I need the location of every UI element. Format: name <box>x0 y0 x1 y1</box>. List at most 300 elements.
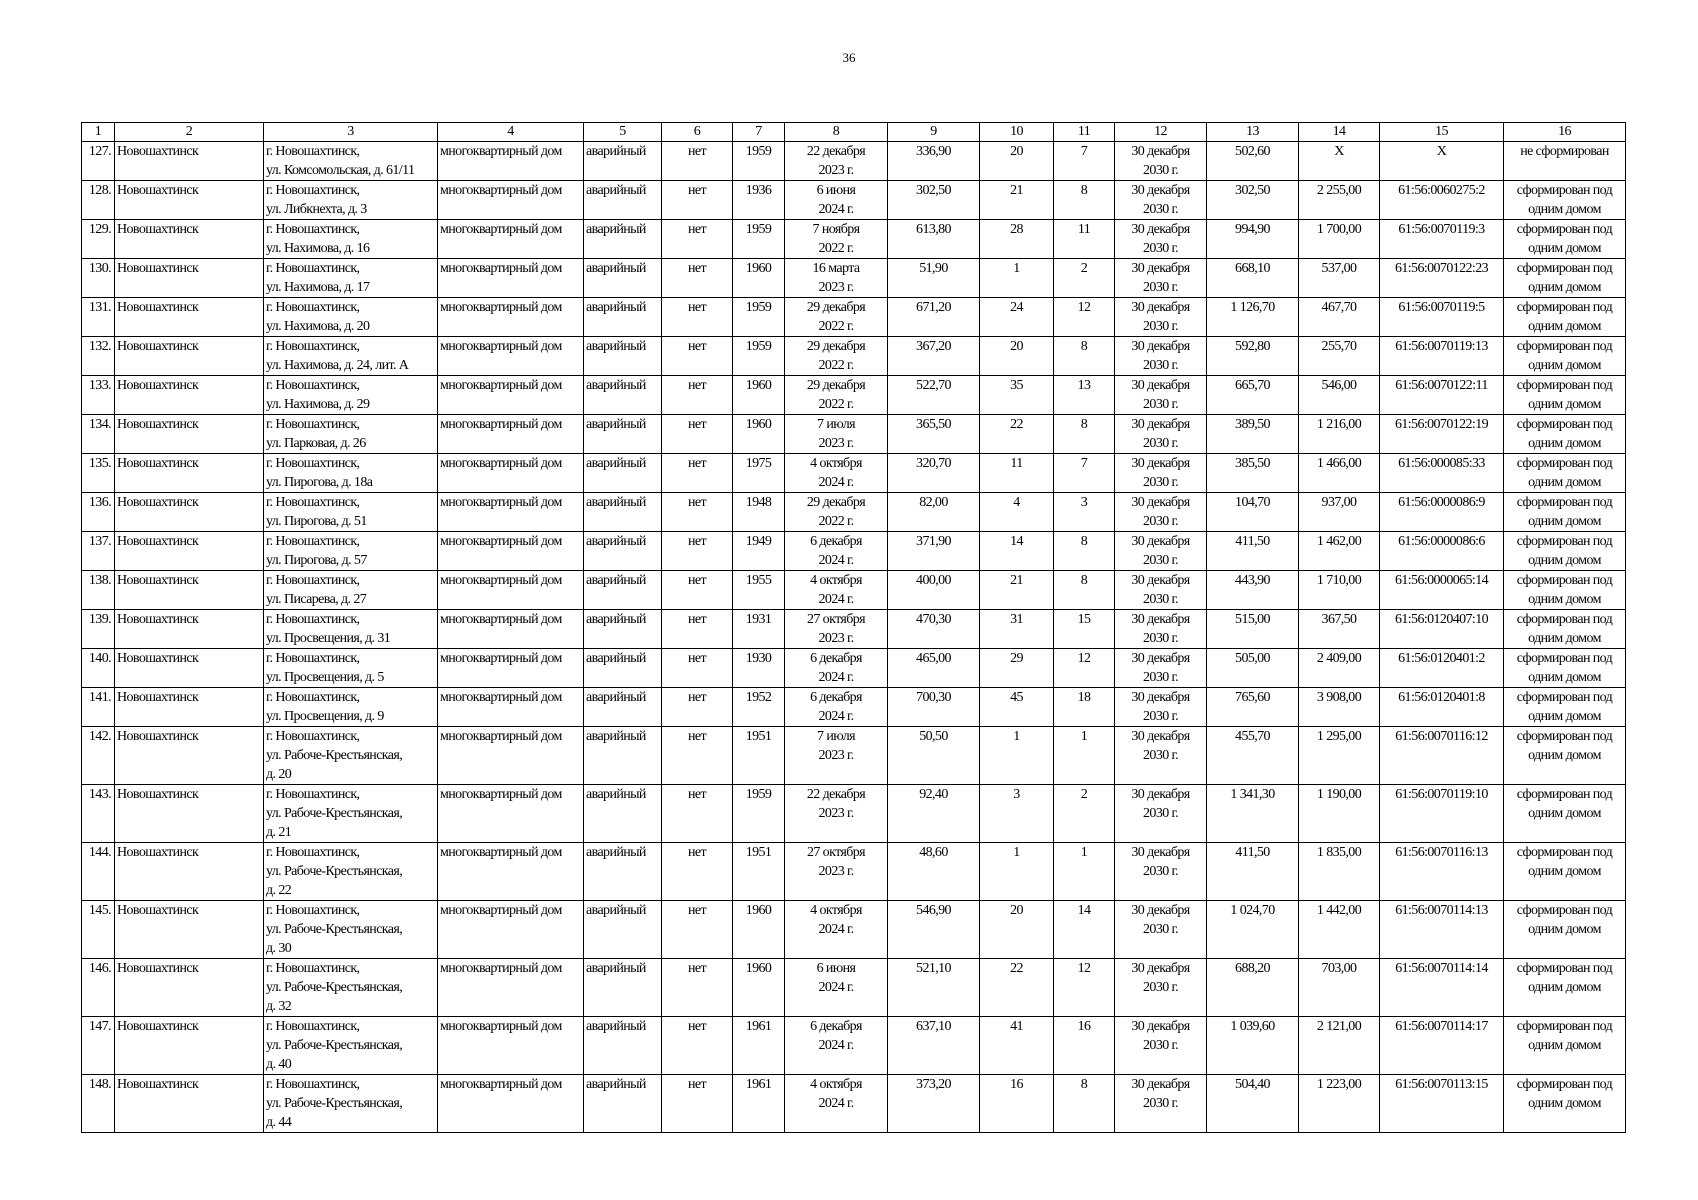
cell-municipality: Новошахтинск <box>115 259 264 298</box>
table-row <box>82 843 1626 901</box>
cell-relocation-flag: нет <box>662 337 733 376</box>
table-row <box>82 959 1626 1017</box>
cell-address: г. Новошахтинск, ул. Просвещения, д. 9 <box>264 688 438 727</box>
cell-recognition-date: 29 декабря 2022 г. <box>785 298 888 337</box>
cell-row-number: 130. <box>82 259 115 298</box>
cell-total-area: 1 039,60 <box>1207 1017 1299 1075</box>
cell-row-number: 140. <box>82 649 115 688</box>
cell-year-built: 1952 <box>733 688 785 727</box>
cell-area: 465,00 <box>888 649 980 688</box>
cell-year-built: 1959 <box>733 785 785 843</box>
cell-building-type: многоквартирный дом <box>438 142 584 181</box>
cell-row-number: 133. <box>82 376 115 415</box>
cell-building-type: многоквартирный дом <box>438 532 584 571</box>
cell-recognition-date: 4 октября 2024 г. <box>785 1075 888 1133</box>
cell-cadastral-number: 61:56:0120407:10 <box>1380 610 1504 649</box>
cell-building-type: многоквартирный дом <box>438 376 584 415</box>
table-row <box>82 298 1626 337</box>
cell-status: аварийный <box>584 181 662 220</box>
table-row <box>82 454 1626 493</box>
cell-apartments: 1 <box>1054 843 1115 901</box>
cell-recognition-date: 27 октября 2023 г. <box>785 610 888 649</box>
cell-residents: 1 <box>980 727 1054 785</box>
cell-address: г. Новошахтинск, ул. Нахимова, д. 24, лит. А <box>264 337 438 376</box>
cell-row-number: 134. <box>82 415 115 454</box>
cell-building-type: многоквартирный дом <box>438 649 584 688</box>
cell-cadastral-number: 61:56:0070122:23 <box>1380 259 1504 298</box>
table-row <box>82 376 1626 415</box>
cell-year-built: 1960 <box>733 959 785 1017</box>
cell-cadastral-number: 61:56:0000086:6 <box>1380 532 1504 571</box>
cell-land-area: 1 442,00 <box>1299 901 1380 959</box>
cell-land-status: сформирован под одним домом <box>1504 901 1626 959</box>
cell-apartments: 12 <box>1054 649 1115 688</box>
cell-total-area: 592,80 <box>1207 337 1299 376</box>
cell-year-built: 1959 <box>733 337 785 376</box>
cell-residents: 3 <box>980 785 1054 843</box>
cell-cadastral-number: 61:56:0070116:13 <box>1380 843 1504 901</box>
cell-land-status: сформирован под одним домом <box>1504 571 1626 610</box>
cell-land-status: сформирован под одним домом <box>1504 532 1626 571</box>
cell-year-built: 1961 <box>733 1075 785 1133</box>
table-row <box>82 1075 1626 1133</box>
cell-land-status: сформирован под одним домом <box>1504 493 1626 532</box>
cell-address: г. Новошахтинск, ул. Пирогова, д. 51 <box>264 493 438 532</box>
column-header-2: 2 <box>115 123 264 142</box>
table-row <box>82 727 1626 785</box>
cell-planned-date: 30 декабря 2030 г. <box>1115 532 1207 571</box>
cell-land-area: 1 223,00 <box>1299 1075 1380 1133</box>
cell-land-area: 2 121,00 <box>1299 1017 1380 1075</box>
cell-planned-date: 30 декабря 2030 г. <box>1115 220 1207 259</box>
cell-land-area: 703,00 <box>1299 959 1380 1017</box>
cell-total-area: 302,50 <box>1207 181 1299 220</box>
cell-apartments: 1 <box>1054 727 1115 785</box>
table-row <box>82 688 1626 727</box>
cell-address: г. Новошахтинск, ул. Пирогова, д. 18а <box>264 454 438 493</box>
cell-cadastral-number: 61:56:0070116:12 <box>1380 727 1504 785</box>
cell-total-area: 668,10 <box>1207 259 1299 298</box>
housing-table <box>81 122 1626 1133</box>
cell-residents: 35 <box>980 376 1054 415</box>
cell-land-area: 537,00 <box>1299 259 1380 298</box>
cell-land-area: 467,70 <box>1299 298 1380 337</box>
cell-total-area: 411,50 <box>1207 843 1299 901</box>
cell-recognition-date: 4 октября 2024 г. <box>785 454 888 493</box>
cell-address: г. Новошахтинск, ул. Рабоче-Крестьянская, д. 20 <box>264 727 438 785</box>
cell-total-area: 455,70 <box>1207 727 1299 785</box>
cell-planned-date: 30 декабря 2030 г. <box>1115 571 1207 610</box>
cell-recognition-date: 22 декабря 2023 г. <box>785 142 888 181</box>
page-number: 36 <box>842 50 856 65</box>
cell-status: аварийный <box>584 959 662 1017</box>
cell-building-type: многоквартирный дом <box>438 220 584 259</box>
cell-total-area: 411,50 <box>1207 532 1299 571</box>
cell-relocation-flag: нет <box>662 142 733 181</box>
cell-status: аварийный <box>584 901 662 959</box>
cell-address: г. Новошахтинск, ул. Рабоче-Крестьянская, д. 30 <box>264 901 438 959</box>
cell-total-area: 515,00 <box>1207 610 1299 649</box>
cell-area: 521,10 <box>888 959 980 1017</box>
cell-planned-date: 30 декабря 2030 г. <box>1115 785 1207 843</box>
cell-residents: 41 <box>980 1017 1054 1075</box>
column-header-16: 16 <box>1504 123 1626 142</box>
cell-residents: 45 <box>980 688 1054 727</box>
cell-municipality: Новошахтинск <box>115 142 264 181</box>
column-header-13: 13 <box>1207 123 1299 142</box>
cell-apartments: 8 <box>1054 415 1115 454</box>
cell-land-area: 546,00 <box>1299 376 1380 415</box>
table-row <box>82 649 1626 688</box>
cell-relocation-flag: нет <box>662 785 733 843</box>
column-header-11: 11 <box>1054 123 1115 142</box>
cell-building-type: многоквартирный дом <box>438 688 584 727</box>
column-header-14: 14 <box>1299 123 1380 142</box>
cell-apartments: 11 <box>1054 220 1115 259</box>
cell-land-status: сформирован под одним домом <box>1504 337 1626 376</box>
cell-address: г. Новошахтинск, ул. Либкнехта, д. 3 <box>264 181 438 220</box>
cell-cadastral-number: 61:56:0070119:13 <box>1380 337 1504 376</box>
cell-recognition-date: 6 июня 2024 г. <box>785 959 888 1017</box>
cell-apartments: 2 <box>1054 259 1115 298</box>
column-header-1: 1 <box>82 123 115 142</box>
cell-residents: 29 <box>980 649 1054 688</box>
cell-land-area: 1 295,00 <box>1299 727 1380 785</box>
cell-relocation-flag: нет <box>662 220 733 259</box>
cell-relocation-flag: нет <box>662 532 733 571</box>
cell-land-status: сформирован под одним домом <box>1504 298 1626 337</box>
cell-municipality: Новошахтинск <box>115 785 264 843</box>
cell-year-built: 1959 <box>733 298 785 337</box>
cell-apartments: 8 <box>1054 571 1115 610</box>
cell-planned-date: 30 декабря 2030 г. <box>1115 610 1207 649</box>
cell-building-type: многоквартирный дом <box>438 959 584 1017</box>
cell-relocation-flag: нет <box>662 901 733 959</box>
cell-total-area: 443,90 <box>1207 571 1299 610</box>
cell-status: аварийный <box>584 454 662 493</box>
cell-year-built: 1931 <box>733 610 785 649</box>
cell-relocation-flag: нет <box>662 1075 733 1133</box>
cell-area: 522,70 <box>888 376 980 415</box>
cell-land-area: 3 908,00 <box>1299 688 1380 727</box>
cell-planned-date: 30 декабря 2030 г. <box>1115 337 1207 376</box>
cell-land-status: сформирован под одним домом <box>1504 843 1626 901</box>
cell-area: 546,90 <box>888 901 980 959</box>
cell-area: 367,20 <box>888 337 980 376</box>
cell-planned-date: 30 декабря 2030 г. <box>1115 1017 1207 1075</box>
column-header-5: 5 <box>584 123 662 142</box>
cell-building-type: многоквартирный дом <box>438 901 584 959</box>
cell-address: г. Новошахтинск, ул. Нахимова, д. 20 <box>264 298 438 337</box>
cell-land-status: сформирован под одним домом <box>1504 610 1626 649</box>
cell-row-number: 132. <box>82 337 115 376</box>
cell-recognition-date: 6 декабря 2024 г. <box>785 1017 888 1075</box>
cell-municipality: Новошахтинск <box>115 901 264 959</box>
cell-row-number: 148. <box>82 1075 115 1133</box>
cell-land-area: 2 255,00 <box>1299 181 1380 220</box>
cell-planned-date: 30 декабря 2030 г. <box>1115 415 1207 454</box>
cell-cadastral-number: 61:56:0070119:3 <box>1380 220 1504 259</box>
cell-land-status: сформирован под одним домом <box>1504 959 1626 1017</box>
cell-row-number: 136. <box>82 493 115 532</box>
cell-row-number: 142. <box>82 727 115 785</box>
cell-total-area: 665,70 <box>1207 376 1299 415</box>
cell-land-status: не сформирован <box>1504 142 1626 181</box>
cell-building-type: многоквартирный дом <box>438 843 584 901</box>
table-row <box>82 259 1626 298</box>
cell-relocation-flag: нет <box>662 649 733 688</box>
cell-address: г. Новошахтинск, ул. Рабоче-Крестьянская, д. 44 <box>264 1075 438 1133</box>
cell-planned-date: 30 декабря 2030 г. <box>1115 901 1207 959</box>
cell-total-area: 688,20 <box>1207 959 1299 1017</box>
cell-relocation-flag: нет <box>662 415 733 454</box>
cell-year-built: 1959 <box>733 220 785 259</box>
cell-building-type: многоквартирный дом <box>438 1075 584 1133</box>
cell-row-number: 129. <box>82 220 115 259</box>
cell-municipality: Новошахтинск <box>115 220 264 259</box>
cell-total-area: 1 341,30 <box>1207 785 1299 843</box>
cell-recognition-date: 6 декабря 2024 г. <box>785 688 888 727</box>
cell-apartments: 12 <box>1054 298 1115 337</box>
table-row <box>82 901 1626 959</box>
cell-relocation-flag: нет <box>662 259 733 298</box>
cell-relocation-flag: нет <box>662 727 733 785</box>
cell-municipality: Новошахтинск <box>115 415 264 454</box>
cell-land-status: сформирован под одним домом <box>1504 688 1626 727</box>
cell-cadastral-number: 61:56:0070114:17 <box>1380 1017 1504 1075</box>
cell-row-number: 137. <box>82 532 115 571</box>
cell-apartments: 8 <box>1054 337 1115 376</box>
cell-municipality: Новошахтинск <box>115 571 264 610</box>
cell-total-area: 765,60 <box>1207 688 1299 727</box>
cell-row-number: 127. <box>82 142 115 181</box>
cell-recognition-date: 29 декабря 2022 г. <box>785 337 888 376</box>
cell-building-type: многоквартирный дом <box>438 1017 584 1075</box>
cell-relocation-flag: нет <box>662 688 733 727</box>
cell-total-area: 385,50 <box>1207 454 1299 493</box>
cell-residents: 1 <box>980 259 1054 298</box>
cell-relocation-flag: нет <box>662 959 733 1017</box>
cell-planned-date: 30 декабря 2030 г. <box>1115 493 1207 532</box>
cell-relocation-flag: нет <box>662 298 733 337</box>
column-header-7: 7 <box>733 123 785 142</box>
cell-recognition-date: 6 декабря 2024 г. <box>785 649 888 688</box>
cell-recognition-date: 6 июня 2024 г. <box>785 181 888 220</box>
cell-residents: 20 <box>980 337 1054 376</box>
cell-area: 336,90 <box>888 142 980 181</box>
cell-status: аварийный <box>584 571 662 610</box>
cell-relocation-flag: нет <box>662 843 733 901</box>
column-header-8: 8 <box>785 123 888 142</box>
cell-land-status: сформирован под одним домом <box>1504 415 1626 454</box>
column-header-10: 10 <box>980 123 1054 142</box>
table-row <box>82 571 1626 610</box>
cell-status: аварийный <box>584 493 662 532</box>
cell-address: г. Новошахтинск, ул. Нахимова, д. 29 <box>264 376 438 415</box>
cell-building-type: многоквартирный дом <box>438 259 584 298</box>
cell-planned-date: 30 декабря 2030 г. <box>1115 649 1207 688</box>
cell-planned-date: 30 декабря 2030 г. <box>1115 688 1207 727</box>
cell-building-type: многоквартирный дом <box>438 785 584 843</box>
cell-address: г. Новошахтинск, ул. Нахимова, д. 16 <box>264 220 438 259</box>
cell-status: аварийный <box>584 142 662 181</box>
cell-municipality: Новошахтинск <box>115 337 264 376</box>
cell-planned-date: 30 декабря 2030 г. <box>1115 142 1207 181</box>
cell-land-area: 1 835,00 <box>1299 843 1380 901</box>
cell-year-built: 1951 <box>733 843 785 901</box>
cell-planned-date: 30 декабря 2030 г. <box>1115 843 1207 901</box>
cell-year-built: 1949 <box>733 532 785 571</box>
cell-municipality: Новошахтинск <box>115 532 264 571</box>
cell-municipality: Новошахтинск <box>115 959 264 1017</box>
cell-residents: 1 <box>980 843 1054 901</box>
cell-residents: 11 <box>980 454 1054 493</box>
cell-land-area: 255,70 <box>1299 337 1380 376</box>
cell-apartments: 12 <box>1054 959 1115 1017</box>
cell-recognition-date: 29 декабря 2022 г. <box>785 493 888 532</box>
cell-recognition-date: 7 июля 2023 г. <box>785 415 888 454</box>
cell-recognition-date: 27 октября 2023 г. <box>785 843 888 901</box>
cell-apartments: 7 <box>1054 454 1115 493</box>
cell-land-area: X <box>1299 142 1380 181</box>
cell-year-built: 1936 <box>733 181 785 220</box>
cell-municipality: Новошахтинск <box>115 376 264 415</box>
cell-year-built: 1930 <box>733 649 785 688</box>
cell-land-status: сформирован под одним домом <box>1504 727 1626 785</box>
cell-apartments: 8 <box>1054 1075 1115 1133</box>
cell-cadastral-number: X <box>1380 142 1504 181</box>
cell-area: 92,40 <box>888 785 980 843</box>
cell-status: аварийный <box>584 259 662 298</box>
cell-residents: 20 <box>980 142 1054 181</box>
column-header-9: 9 <box>888 123 980 142</box>
cell-cadastral-number: 61:56:0070122:11 <box>1380 376 1504 415</box>
cell-year-built: 1948 <box>733 493 785 532</box>
cell-cadastral-number: 61:56:000085:33 <box>1380 454 1504 493</box>
cell-relocation-flag: нет <box>662 376 733 415</box>
cell-status: аварийный <box>584 785 662 843</box>
cell-row-number: 128. <box>82 181 115 220</box>
cell-building-type: многоквартирный дом <box>438 493 584 532</box>
table-row <box>82 1017 1626 1075</box>
cell-apartments: 15 <box>1054 610 1115 649</box>
cell-land-area: 367,50 <box>1299 610 1380 649</box>
cell-cadastral-number: 61:56:0070113:15 <box>1380 1075 1504 1133</box>
cell-relocation-flag: нет <box>662 493 733 532</box>
cell-apartments: 8 <box>1054 532 1115 571</box>
cell-land-area: 2 409,00 <box>1299 649 1380 688</box>
cell-status: аварийный <box>584 1075 662 1133</box>
cell-year-built: 1960 <box>733 376 785 415</box>
cell-year-built: 1951 <box>733 727 785 785</box>
cell-land-status: сформирован под одним домом <box>1504 785 1626 843</box>
cell-area: 320,70 <box>888 454 980 493</box>
cell-status: аварийный <box>584 337 662 376</box>
cell-row-number: 143. <box>82 785 115 843</box>
cell-planned-date: 30 декабря 2030 г. <box>1115 259 1207 298</box>
cell-apartments: 18 <box>1054 688 1115 727</box>
cell-cadastral-number: 61:56:0120401:8 <box>1380 688 1504 727</box>
cell-apartments: 8 <box>1054 181 1115 220</box>
cell-total-area: 1 024,70 <box>1207 901 1299 959</box>
cell-address: г. Новошахтинск, ул. Пирогова, д. 57 <box>264 532 438 571</box>
cell-apartments: 13 <box>1054 376 1115 415</box>
cell-recognition-date: 16 марта 2023 г. <box>785 259 888 298</box>
cell-land-status: сформирован под одним домом <box>1504 649 1626 688</box>
cell-status: аварийный <box>584 649 662 688</box>
column-header-15: 15 <box>1380 123 1504 142</box>
cell-area: 302,50 <box>888 181 980 220</box>
cell-land-area: 1 462,00 <box>1299 532 1380 571</box>
cell-status: аварийный <box>584 376 662 415</box>
cell-land-area: 1 710,00 <box>1299 571 1380 610</box>
cell-total-area: 389,50 <box>1207 415 1299 454</box>
cell-status: аварийный <box>584 610 662 649</box>
header-row <box>82 123 1626 142</box>
cell-municipality: Новошахтинск <box>115 454 264 493</box>
cell-area: 373,20 <box>888 1075 980 1133</box>
cell-cadastral-number: 61:56:0070122:19 <box>1380 415 1504 454</box>
cell-area: 671,20 <box>888 298 980 337</box>
cell-cadastral-number: 61:56:0070119:5 <box>1380 298 1504 337</box>
cell-recognition-date: 7 июля 2023 г. <box>785 727 888 785</box>
cell-land-status: сформирован под одним домом <box>1504 454 1626 493</box>
cell-apartments: 14 <box>1054 901 1115 959</box>
cell-building-type: многоквартирный дом <box>438 337 584 376</box>
table-row <box>82 610 1626 649</box>
cell-address: г. Новошахтинск, ул. Рабоче-Крестьянская, д. 32 <box>264 959 438 1017</box>
cell-municipality: Новошахтинск <box>115 727 264 785</box>
cell-status: аварийный <box>584 843 662 901</box>
cell-relocation-flag: нет <box>662 1017 733 1075</box>
column-header-3: 3 <box>264 123 438 142</box>
cell-status: аварийный <box>584 415 662 454</box>
cell-cadastral-number: 61:56:0000065:14 <box>1380 571 1504 610</box>
cell-year-built: 1959 <box>733 142 785 181</box>
cell-building-type: многоквартирный дом <box>438 181 584 220</box>
cell-residents: 22 <box>980 415 1054 454</box>
cell-cadastral-number: 61:56:0000086:9 <box>1380 493 1504 532</box>
cell-land-area: 1 700,00 <box>1299 220 1380 259</box>
cell-year-built: 1961 <box>733 1017 785 1075</box>
cell-apartments: 3 <box>1054 493 1115 532</box>
cell-relocation-flag: нет <box>662 610 733 649</box>
cell-area: 400,00 <box>888 571 980 610</box>
cell-area: 613,80 <box>888 220 980 259</box>
cell-residents: 22 <box>980 959 1054 1017</box>
cell-residents: 16 <box>980 1075 1054 1133</box>
cell-area: 371,90 <box>888 532 980 571</box>
table-row <box>82 181 1626 220</box>
table-row <box>82 493 1626 532</box>
cell-municipality: Новошахтинск <box>115 649 264 688</box>
cell-recognition-date: 4 октября 2024 г. <box>785 901 888 959</box>
table-row <box>82 220 1626 259</box>
cell-building-type: многоквартирный дом <box>438 727 584 785</box>
cell-year-built: 1960 <box>733 901 785 959</box>
table-row <box>82 785 1626 843</box>
cell-municipality: Новошахтинск <box>115 843 264 901</box>
cell-recognition-date: 4 октября 2024 г. <box>785 571 888 610</box>
cell-apartments: 2 <box>1054 785 1115 843</box>
cell-residents: 21 <box>980 571 1054 610</box>
cell-land-status: сформирован под одним домом <box>1504 259 1626 298</box>
cell-municipality: Новошахтинск <box>115 493 264 532</box>
cell-year-built: 1960 <box>733 259 785 298</box>
cell-municipality: Новошахтинск <box>115 610 264 649</box>
cell-area: 48,60 <box>888 843 980 901</box>
table-row <box>82 415 1626 454</box>
